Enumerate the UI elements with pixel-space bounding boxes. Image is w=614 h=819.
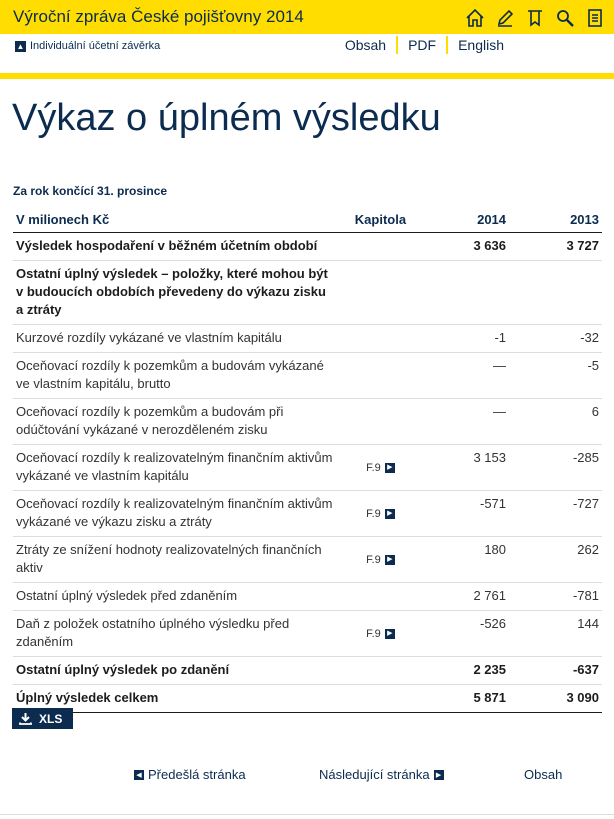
search-icon[interactable] — [554, 7, 576, 29]
table-row — [13, 261, 602, 325]
row-label: Oceňovací rozdíly k pozemkům a budovám při odúčtování vykázané v nerozděleném zisku — [13, 399, 337, 445]
row-chapter — [337, 611, 423, 657]
row-value-2013: 144 — [509, 611, 602, 657]
chevron-right-icon: ▶ — [385, 463, 395, 473]
row-value-2014 — [424, 261, 509, 325]
column-header-2014: 2014 — [424, 206, 509, 233]
table-header-row — [13, 206, 602, 233]
row-value-2014: 3 153 — [424, 445, 509, 491]
page-title: Výkaz o úplném výsledku — [12, 97, 441, 139]
row-value-2014: -526 — [424, 611, 509, 657]
row-value-2013: -727 — [509, 491, 602, 537]
row-chapter — [337, 353, 423, 399]
row-value-2014: 180 — [424, 537, 509, 583]
table-row — [13, 685, 602, 713]
previous-page-label: Předešlá stránka — [148, 767, 246, 782]
chevron-right-icon: ▶ — [385, 555, 395, 565]
app-title: Výroční zpráva České pojišťovny 2014 — [13, 7, 304, 26]
next-page-label: Následující stránka — [319, 767, 430, 782]
table-row — [13, 353, 602, 399]
chevron-right-icon: ▶ — [385, 509, 395, 519]
row-value-2013 — [509, 261, 602, 325]
row-label: Oceňovací rozdíly k pozemkům a budovám vykázané ve vlastním kapitálu, brutto — [13, 353, 337, 399]
row-value-2013: 3 727 — [509, 233, 602, 261]
row-value-2013: -637 — [509, 657, 602, 685]
row-label: Oceňovací rozdíly k realizovatelným finančním aktivům vykázané ve vlastním kapitálu — [13, 445, 337, 491]
row-value-2014: — — [424, 353, 509, 399]
row-chapter — [337, 583, 423, 611]
top-toolbar — [464, 7, 606, 29]
row-value-2013: -5 — [509, 353, 602, 399]
column-header-2013: 2013 — [509, 206, 602, 233]
top-bar — [0, 0, 614, 34]
row-chapter — [337, 657, 423, 685]
document-icon[interactable] — [584, 7, 606, 29]
breadcrumb-label: Individuální účetní závěrka — [30, 40, 161, 52]
row-value-2014: 2 235 — [424, 657, 509, 685]
row-chapter — [337, 399, 423, 445]
chapter-label: F.9 — [366, 554, 381, 566]
chevron-left-icon: ◀ — [134, 770, 144, 780]
row-chapter — [337, 537, 423, 583]
table-row — [13, 399, 602, 445]
row-value-2014: -571 — [424, 491, 509, 537]
table-row — [13, 445, 602, 491]
table-row — [13, 657, 602, 685]
chapter-link[interactable] — [366, 551, 395, 569]
row-label: Oceňovací rozdíly k realizovatelným finančním aktivům vykázané ve výkazu zisku a ztráty — [13, 491, 337, 537]
row-label: Výsledek hospodaření v běžném účetním období — [13, 233, 337, 261]
accent-divider — [0, 73, 614, 79]
row-value-2013: 262 — [509, 537, 602, 583]
bookmark-icon[interactable] — [524, 7, 546, 29]
row-label: Ostatní úplný výsledek – položky, které mohou být v budoucích obdobích převedeny do výkazu zisku a ztráty — [13, 261, 337, 325]
row-label: Ostatní úplný výsledek po zdanění — [13, 657, 337, 685]
chapter-label: F.9 — [366, 508, 381, 520]
row-chapter — [337, 233, 423, 261]
row-value-2014: 2 761 — [424, 583, 509, 611]
column-header-label: V milionech Kč — [13, 206, 337, 233]
row-chapter — [337, 325, 423, 353]
download-icon — [19, 712, 32, 725]
header-links — [335, 36, 514, 54]
pencil-icon[interactable] — [494, 7, 516, 29]
row-label: Ztráty ze snížení hodnoty realizovatelných finančních aktiv — [13, 537, 337, 583]
previous-page-link[interactable] — [134, 767, 246, 782]
row-label: Daň z položek ostatního úplného výsledku před zdaněním — [13, 611, 337, 657]
row-value-2014: 3 636 — [424, 233, 509, 261]
row-chapter — [337, 261, 423, 325]
table-row — [13, 611, 602, 657]
row-label: Úplný výsledek celkem — [13, 685, 337, 713]
chapter-link[interactable] — [366, 625, 395, 643]
row-value-2014: -1 — [424, 325, 509, 353]
link-english[interactable]: English — [446, 36, 514, 54]
row-value-2014: — — [424, 399, 509, 445]
xls-download-button[interactable] — [12, 708, 73, 729]
link-pdf[interactable]: PDF — [396, 36, 446, 54]
table-row — [13, 491, 602, 537]
chapter-link[interactable] — [366, 505, 395, 523]
next-page-link[interactable] — [319, 767, 444, 782]
chapter-link[interactable] — [366, 459, 395, 477]
row-chapter — [337, 445, 423, 491]
toc-link[interactable]: Obsah — [524, 767, 563, 782]
link-obsah[interactable]: Obsah — [344, 37, 387, 53]
row-chapter — [337, 491, 423, 537]
chevron-right-icon: ▶ — [385, 629, 395, 639]
footer-divider — [0, 814, 614, 815]
breadcrumb[interactable] — [15, 40, 160, 52]
chevron-up-icon: ▲ — [16, 41, 25, 51]
row-value-2013: -32 — [509, 325, 602, 353]
chapter-label: F.9 — [366, 462, 381, 474]
column-header-chapter: Kapitola — [337, 206, 423, 233]
row-value-2013: -781 — [509, 583, 602, 611]
table-row — [13, 325, 602, 353]
row-label: Ostatní úplný výsledek před zdaněním — [13, 583, 337, 611]
statement-table — [13, 206, 602, 713]
home-icon[interactable] — [464, 7, 486, 29]
row-value-2013: 6 — [509, 399, 602, 445]
row-value-2013: 3 090 — [509, 685, 602, 713]
table-subtitle: Za rok končící 31. prosince — [13, 184, 168, 198]
row-label: Kurzové rozdíly vykázané ve vlastním kapitálu — [13, 325, 337, 353]
row-chapter — [337, 685, 423, 713]
xls-label: XLS — [39, 711, 63, 726]
row-value-2014: 5 871 — [424, 685, 509, 713]
row-value-2013: -285 — [509, 445, 602, 491]
chapter-label: F.9 — [366, 628, 381, 640]
table-row — [13, 537, 602, 583]
table-row — [13, 233, 602, 261]
table-row — [13, 583, 602, 611]
chevron-right-icon: ▶ — [434, 770, 444, 780]
